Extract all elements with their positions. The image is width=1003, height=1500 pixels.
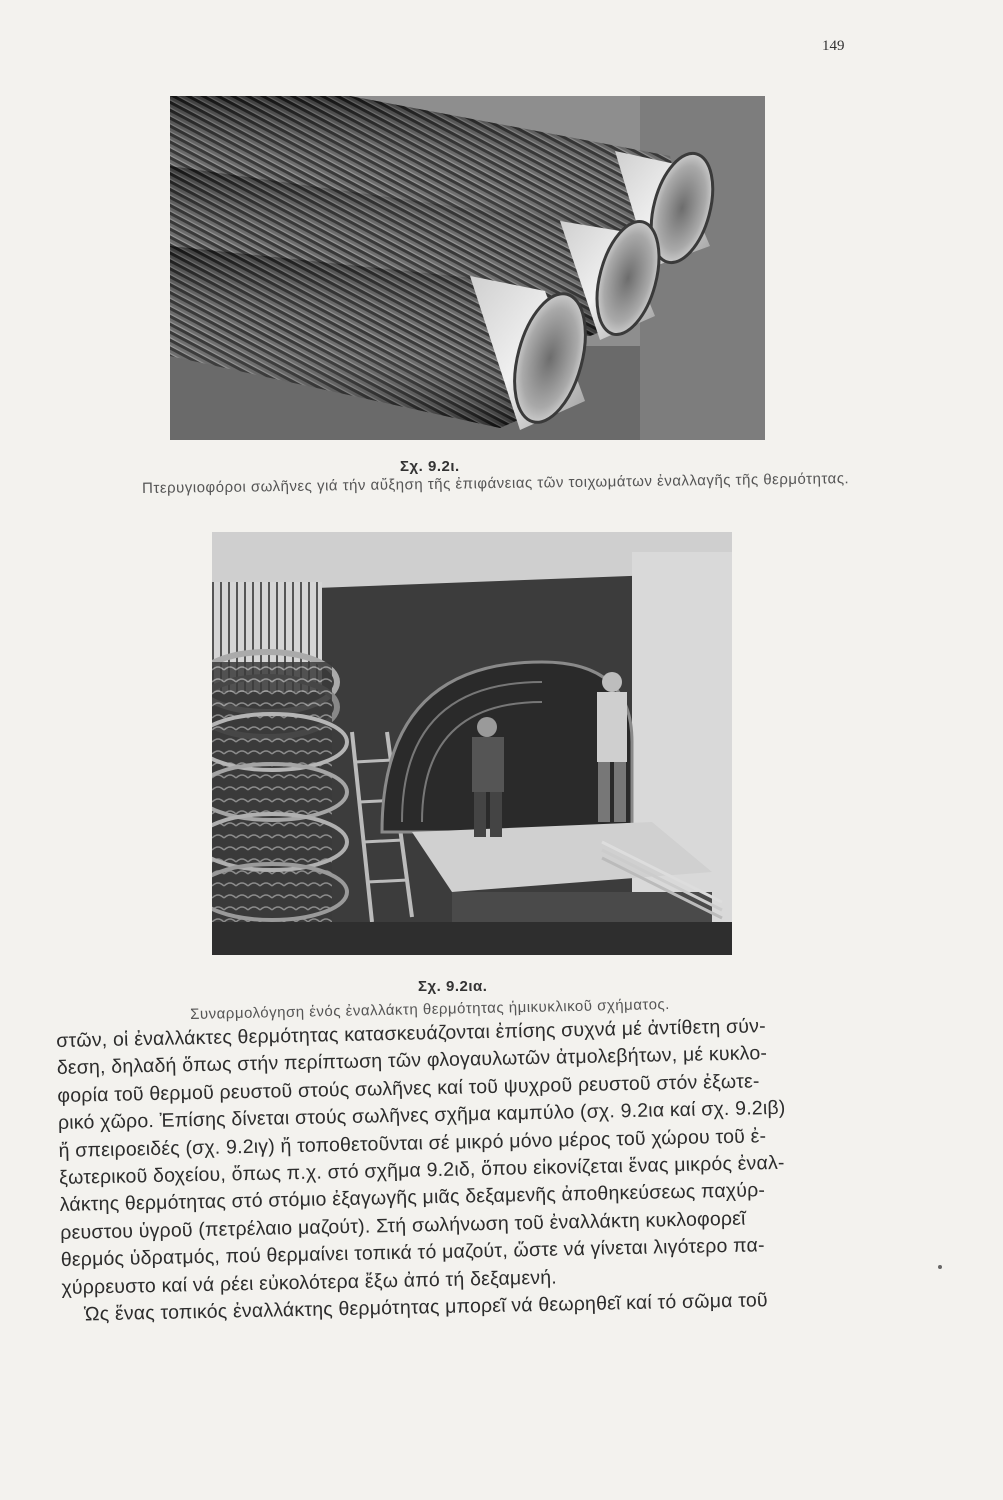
body-line: δεση, δηλαδή ὅπως στήν περίπτωση τῶν φλογαυλωτῶν ἀτμολεβήτων, μέ κυκλο- <box>56 1042 768 1080</box>
figure-caption: Συναρμολόγηση ἑνός ἐναλλάκτη θερμότητας ἡμικυκλικοῦ σχήματος. <box>190 995 671 1023</box>
figure-label: Σχ. 9.2ια. <box>418 978 488 995</box>
figure-caption: Πτερυγιοφόροι σωλῆνες γιά τήν αὔξηση τῆς ἐπιφάνειας τῶν τοιχωμάτων ἐναλλαγῆς τῆς θερμότητας. <box>142 470 850 497</box>
body-paragraph <box>56 1010 902 1329</box>
page-number: 149 <box>822 38 845 54</box>
figure-label: Σχ. 9.2ι. <box>400 458 460 475</box>
body-line: λάκτης θερμότητας στό στόμιο ἐξαγωγῆς μιᾶς δεξαμενῆς ἀποθηκεύσεως παχύρ- <box>59 1179 766 1217</box>
body-line: χύρρευστο καί νά ρέει εὐκολότερα ἔξω ἀπό τή δεξαμενή. <box>61 1266 558 1299</box>
body-line: ἤ σπειροειδές (σχ. 9.2ιγ) ἤ τοποθετοῦνται σέ μικρό μόνο μέρος τοῦ χώρου τοῦ ἐ- <box>58 1124 767 1162</box>
body-line: ρικό χῶρο. Ἐπίσης δίνεται στούς σωλῆνες σχῆμα καμπύλο (σχ. 9.2ια καί σχ. 9.2ιβ) <box>57 1096 786 1135</box>
print-speck <box>938 1265 942 1269</box>
body-line: θερμός ὑδρατμός, πού θερμαίνει τοπικά τό μαζούτ, ὥστε νά γίνεται λιγότερο πα- <box>60 1234 765 1272</box>
body-line: Ὡς ἕνας τοπικός ἐναλλάκτης θερμότητας μπορεῖ νά θεωρηθεῖ καί τό σῶμα τοῦ <box>83 1289 768 1326</box>
body-line: ρευστου ὑγροῦ (πετρέλαιο μαζούτ). Στή σωλήνωση τοῦ ἐναλλάκτη κυκλοφορεῖ <box>60 1207 746 1244</box>
body-line: ξωτερικοῦ δοχείου, ὅπως π.χ. στό σχῆμα 9.2ιδ, ὅπου εἰκονίζεται ἕνας μικρός ἐναλ- <box>58 1151 785 1189</box>
body-line: φορία τοῦ θερμοῦ ρευστοῦ στούς σωλῆνες καί τοῦ ψυχροῦ ρευστοῦ στόν ἐξωτε- <box>57 1070 760 1107</box>
heat-exchanger-assembly-photo <box>212 532 732 955</box>
finned-tubes-photo <box>170 96 765 440</box>
body-line: στῶν, οἱ ἐναλλάκτες θερμότητας κατασκευάζονται ἐπίσης συχνά μέ ἀντίθετη σύν- <box>56 1015 766 1052</box>
